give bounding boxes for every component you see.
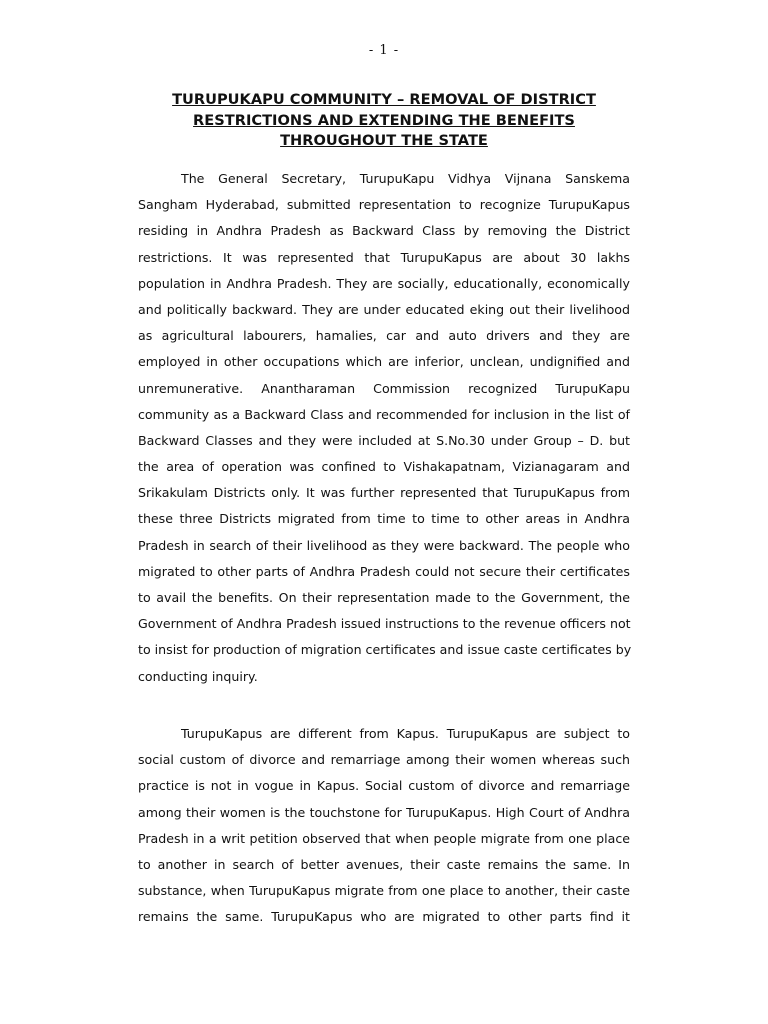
text-line: Srikakulam Districts only. It was further represented that TurupuKapus from xyxy=(138,485,630,501)
text-line: Sangham Hyderabad, submitted representation to recognize TurupuKapus xyxy=(138,197,630,213)
text-line: residing in Andhra Pradesh as Backward Class by removing the District xyxy=(138,223,630,239)
text-line: and politically backward. They are under educated eking out their livelihood xyxy=(138,301,630,317)
document-title xyxy=(138,90,630,152)
text-line: migrated to other parts of Andhra Pradesh could not secure their certificates xyxy=(138,563,630,579)
text-line: these three Districts migrated from time to time to other areas in Andhra xyxy=(138,511,630,527)
text-line: to insist for production of migration certificates and issue caste certificates by xyxy=(138,642,632,658)
text-line: social custom of divorce and remarriage among their women whereas such xyxy=(138,752,630,768)
text-line: practice is not in vogue in Kapus. Social custom of divorce and remarriage xyxy=(138,778,630,794)
text-line: unremunerative. Anantharaman Commission recognized TurupuKapu xyxy=(138,380,630,396)
paragraph-1 xyxy=(138,166,630,690)
text-line: community as a Backward Class and recommended for inclusion in the list of xyxy=(138,406,630,422)
text-line: conducting inquiry. xyxy=(138,668,258,684)
text-line: among their women is the touchstone for TurupuKapus. High Court of Andhra xyxy=(138,804,630,820)
title-line: RESTRICTIONS AND EXTENDING THE BENEFITS xyxy=(193,111,575,129)
text-line: population in Andhra Pradesh. They are socially, educationally, economically xyxy=(138,275,630,291)
title-line: TURUPUKAPU COMMUNITY – REMOVAL OF DISTRICT xyxy=(172,91,596,108)
title-line: THROUGHOUT THE STATE xyxy=(280,132,488,149)
text-line: Government of Andhra Pradesh issued instructions to the revenue officers not xyxy=(138,616,631,632)
text-line: Pradesh in search of their livelihood as they were backward. The people who xyxy=(138,537,630,553)
page-number: - 1 - xyxy=(368,43,400,58)
text-line: as agricultural labourers, hamalies, car and auto drivers and they are xyxy=(138,328,630,344)
paragraph-2 xyxy=(138,721,630,931)
text-line: remains the same. TurupuKapus who are migrated to other parts find it xyxy=(138,909,630,925)
text-line: Pradesh in a writ petition observed that when people migrate from one place xyxy=(138,830,630,846)
text-line: the area of operation was confined to Vishakapatnam, Vizianagaram and xyxy=(138,459,630,475)
text-line: restrictions. It was represented that TurupuKapus are about 30 lakhs xyxy=(138,249,630,265)
text-line: employed in other occupations which are inferior, unclean, undignified and xyxy=(138,354,630,370)
text-line: to avail the benefits. On their representation made to the Government, the xyxy=(138,590,630,605)
text-line: to another in search of better avenues, their caste remains the same. In xyxy=(138,856,630,872)
text-line: substance, when TurupuKapus migrate from one place to another, their caste xyxy=(138,883,630,899)
text-line: TurupuKapus are different from Kapus. TurupuKapus are subject to xyxy=(181,726,630,741)
text-line: The General Secretary, TurupuKapu Vidhya Vijnana Sanskema xyxy=(181,171,630,186)
text-line: Backward Classes and they were included at S.No.30 under Group – D. but xyxy=(138,432,630,448)
